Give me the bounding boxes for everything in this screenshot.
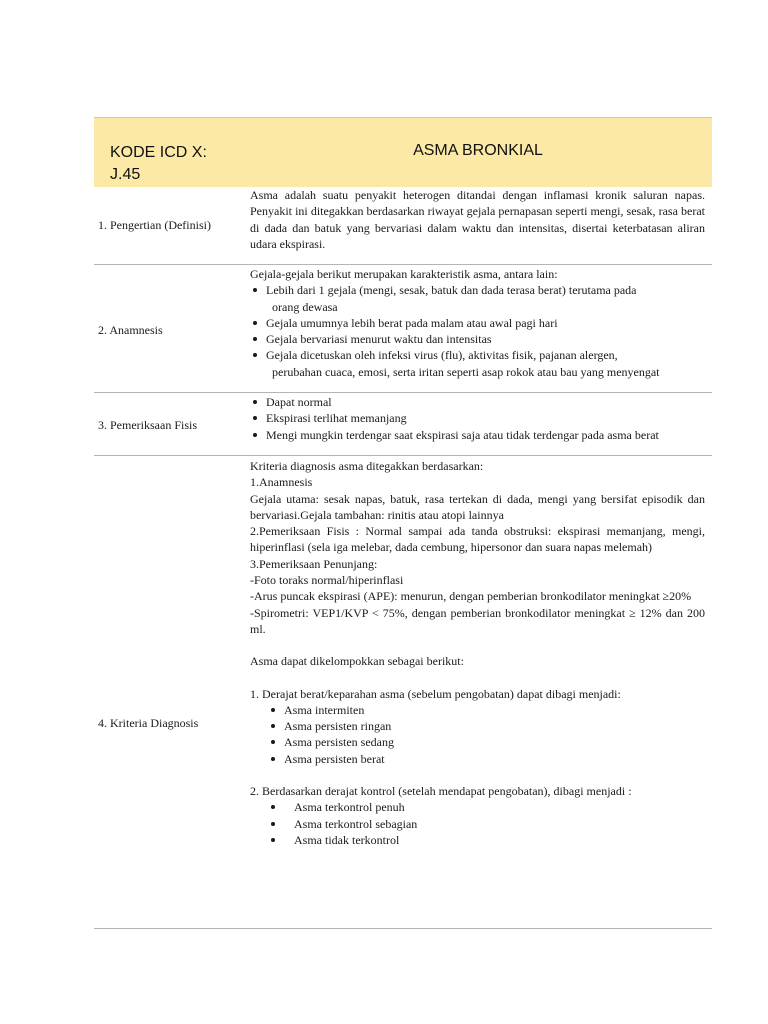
- severity-list: [250, 702, 705, 767]
- list-item: Mengi mungkin terdengar saat ekspirasi saja atau tidak terdengar pada asma berat: [250, 427, 705, 443]
- list-item: Asma intermiten: [268, 702, 705, 718]
- diagnosis-line: -Spirometri: VEP1/KVP < 75%, dengan pemberian bronkodilator meningkat ≥ 12% dan 200 ml.: [250, 605, 705, 636]
- list-item: Gejala umumnya lebih berat pada malam atau awal pagi hari: [250, 315, 705, 331]
- icd-code-label: KODE ICD X:: [110, 144, 207, 161]
- physical-exam-list: [250, 394, 705, 443]
- list-item: Asma tidak terkontrol: [268, 832, 705, 848]
- list-item: Gejala bervariasi menurut waktu dan intensitas: [250, 331, 705, 347]
- document-title: ASMA BRONKIAL: [413, 142, 543, 159]
- list-item: Asma persisten berat: [268, 751, 705, 767]
- diagnosis-line: Kriteria diagnosis asma ditegakkan berdasarkan:: [250, 459, 484, 473]
- document-table: [94, 117, 712, 929]
- group1-title: 1. Derajat berat/keparahan asma (sebelum pengobatan) dapat dibagi menjadi:: [250, 686, 621, 701]
- row-label-physical-exam: 3. Pemeriksaan Fisis: [98, 418, 197, 432]
- icd-code: [110, 142, 250, 186]
- row-diagnosis-criteria: [94, 456, 712, 928]
- table-bottom-border: [94, 928, 712, 929]
- list-item: Dapat normal: [250, 394, 705, 410]
- diagnosis-line: 3.Pemeriksaan Penunjang:: [250, 556, 378, 571]
- list-item: Lebih dari 1 gejala (mengi, sesak, batuk dan dada terasa berat) terutama pada orang dewasa: [250, 282, 705, 315]
- diagnosis-line: -Foto toraks normal/hiperinflasi: [250, 573, 404, 588]
- list-item: Asma persisten sedang: [268, 734, 705, 750]
- definition-text: Asma adalah suatu penyakit heterogen ditandai dengan inflamasi kronik saluran napas. Penyakit ini ditegakkan berdasarkan riwayat gejala pernapasan seperti mengi, sesak, rasa berat di dada dan batuk yang bervariasi dalam waktu dan intensitas, disertai keterbatasan aliran udara ekspirasi.: [250, 188, 705, 251]
- row-label-anamnesis: 2. Anamnesis: [98, 323, 163, 337]
- table-header: [94, 117, 712, 187]
- list-item: Asma terkontrol sebagian: [268, 816, 705, 832]
- diagnosis-line: 2.Pemeriksaan Fisis : Normal sampai ada tanda obstruksi: ekspirasi memanjang, mengi, hiperinflasi (sela iga melebar, dada cembung, hipersonor dan suara napas melemah): [250, 524, 705, 555]
- group2-title: 2. Berdasarkan derajat kontrol (setelah mendapat pengobatan), dibagi menjadi :: [250, 784, 632, 799]
- group-intro: Asma dapat dikelompokkan sebagai berikut:: [250, 654, 464, 669]
- row-anamnesis: [94, 265, 712, 393]
- control-list: [250, 799, 705, 848]
- list-item: Asma persisten ringan: [268, 718, 705, 734]
- list-item: Asma terkontrol penuh: [268, 799, 705, 815]
- row-physical-exam: [94, 393, 712, 456]
- anamnesis-list: [250, 282, 705, 380]
- anamnesis-intro: Gejala-gejala berikut merupakan karakteristik asma, antara lain:: [250, 267, 558, 281]
- row-label-diagnosis: 4. Kriteria Diagnosis: [98, 716, 199, 730]
- list-item: Gejala dicetuskan oleh infeksi virus (flu), aktivitas fisik, pajanan alergen, perubahan cuaca, emosi, serta iritan seperti asap rokok atau bau yang menyengat: [250, 347, 705, 380]
- diagnosis-line: -Arus puncak ekspirasi (APE): menurun, dengan pemberian bronkodilator meningkat ≥20%: [250, 589, 692, 604]
- diagnosis-line: 1.Anamnesis: [250, 475, 313, 490]
- row-label-definition: 1. Pengertian (Definisi): [98, 218, 211, 232]
- list-item: Ekspirasi terlihat memanjang: [250, 410, 705, 426]
- row-definition: [94, 187, 712, 265]
- diagnosis-line: Gejala utama: sesak napas, batuk, rasa tertekan di dada, mengi yang bersifat episodik dan bervariasi.Gejala tambahan: rinitis atau atopi lainnya: [250, 491, 705, 522]
- icd-code-value: J.45: [110, 166, 141, 183]
